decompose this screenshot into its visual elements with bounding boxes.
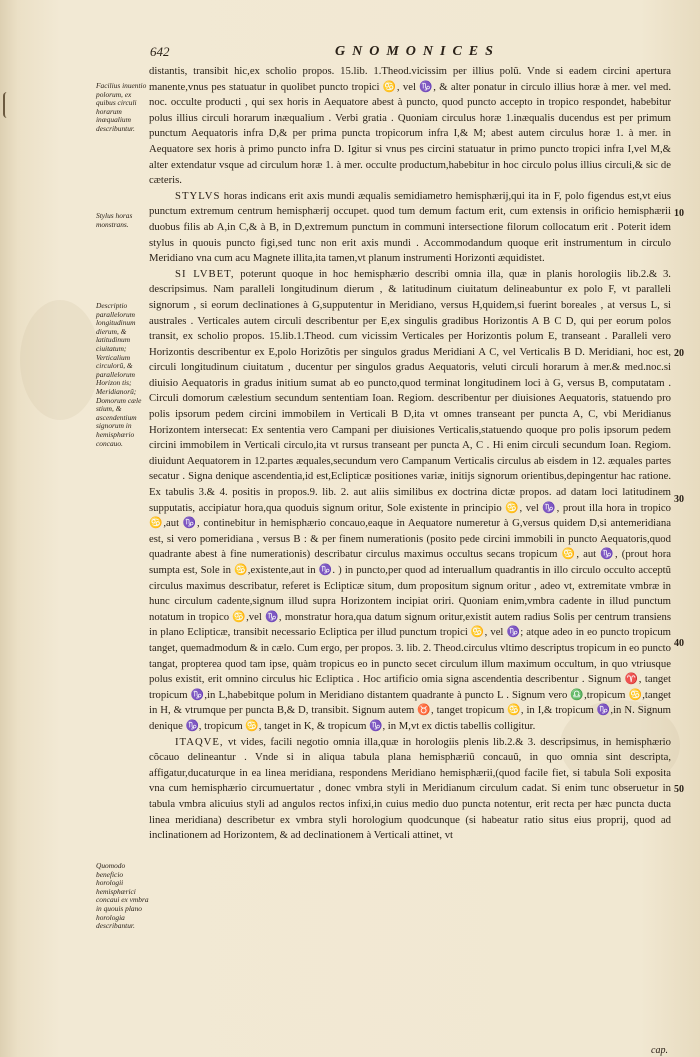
page-header bbox=[150, 44, 675, 62]
paper-stain bbox=[20, 300, 100, 420]
page-number: 642 bbox=[150, 44, 170, 59]
margin-note-4: Quomodo beneficio horologii hemisphærici concaui ex vmbra in quouis plano horologia describantur. bbox=[96, 861, 149, 931]
paragraph-2 bbox=[149, 189, 671, 267]
paragraph-text: poterunt quoque in hoc hemisphærio describi omnia illa, quæ in planis horologiis lib.2.& 3. descripsimus. Nam paralleli longitudinum dierum , & latitudinum ciuitatum delineabuntur ex polo F, vt paralleli signorum , si eorum declinationes à G,supputentur in Meridiano, versus H,quidem,si fuerint boreales , at versus L, si australes . Verticales autem circuli describentur per E,ex singulis gradibus Horizontis A B C D, qui per eorum polos transit, ex scholio propos. 15.lib.1.Theod. cum vicissim Verticales per Horizontis polum E, transeant . Paralleli vero Horizontis describentur ex E,polo Horizõtis per singulos gradus Meridiani A C, vel Verticalis B D. Meridiani, hoc est, circuli longitudinum ciuitatum , ducentur per singulos gradus Aequatoris, veluti circuli horarum à mer.& med.noc.si diuisio Aequatoris in gradus initium sumat ab eo puncto,quod terminat longitudinem loci à G, versus B, computatam . Circuli domorum cælestium secundum sententiam Ioan. Regiom. describentur per diuisiones Aequatoris, statuendo pro polis ipsorum pedem circini immobilem in Verticali B D,ita vt omnes transeant per puncta A, C, vbi Meridianus Horizontem intersecat: Ex sententia vero Campani per diuisiones Verticalis,statuendo quoque pro polis ipsorum pedem circini immobilem in Verticali circulo,ita vt rursus transeant per puncta A, C . Hi enim circuli secundum Ioan. Regiom. diuidunt Aequatorem in 12.partes æquales,secundum vero Campanum Verticalis circulus ab eisdem in 12. æquales partes secatur . Signa denique ascendentia,id est,Eclipticæ positiones variæ, initijs signorum orientibus,depingentur hac ratione. Ex tabulis 3.& 4. positis in propos.9. lib. 2. aut aliis similibus ex doctrina dictæ propos. ad datam loci latitudinem supputatis, accipiatur hora,qua quoduis signum oritur, Sole existente in principio ♋, vel ♑, prout illa hora in tropico ♋,aut ♑, continebitur in hemisphærio concauo,eaque in Aequatore numeretur à G,versus quidem D,si antemeridiana est, si vero pomeridiana , versus B : & per finem numerationis (posito pede circini immobili in puncto Aequatoris,quod quadrante abest à fine numerationis) describatur circulus maximus occultus secans tropicum ♋, aut ♑, (prout hora sumpta est, Sole in ♋,existente,aut in ♑. ) in puncto,per quod ad interuallum quadrantis in illo circulo occulto acceptũ circulus maximus describatur, referet is Eclipticæ situm, dum propositum signum oritur , adeo vt, extremitate vmbræ in hunc circulum cadente,signum illud supra Horizontem incipiat oriri. Quoniam enim,vmbra cadente in illud punctum notatum in tropico ♋,vel ♑, monstratur hora,qua datum signum oritur,existit autem radius Solis per centrum transiens in plano Eclipticæ, transibit necessario Ecliptica per illud punctum tropici ♋, vel ♑; atque adeo in eo puncto tropicum tanget, quemadmodum & in cælo. Cum ergo, per propos. 3. lib. 2. Theod.circulus vltimo descriptus tropicum in eo puncto tangat, propterea quod tam ipse, quàm tropicus eo in puncto secet circulum illum maximum occultum, in quo vtriusque polus existit, erit omnino circulus hic Ecliptica . Hoc artificio omia signa ascendentia describentur . Signum ♈, tanget tropicum ♑,in L,habebitque polum in Meridiano distantem quadrante à puncto L . Signum vero ♎,tropicum ♋,tanget in H, & vtrumque per puncta B,& D, transibit. Signum autem ♉, tanget tropicum ♋, in I,& tropicum ♑,in N. Signum denique ♑, tropicum ♋, tanget in K, & tropicum ♑, in M,vt ex dictis tabellis colligitur. bbox=[149, 267, 671, 732]
line-number-30: 30 bbox=[674, 494, 684, 505]
catchword: cap. bbox=[651, 1045, 668, 1056]
paragraph-text: horas indicans erit axis mundi æqualis semidiametro hemisphærij,qui ita in F, polo figendus est,vt eius punctum extremum centrum hemisphærij occupet. quod tum demum factum erit, cum extensis in orificio hemisphærii duobus filis ab A,in C,& à B, in D,extremum punctum in communi intersectione filorum collocatum erit . Poterit idem stylus in quouis puncto figi,sed tunc non erit axis mundi . Accommodandum quoque erit instrumentum in circulo Meridiano vna cum acu Magnete illita,ita tamen,vt planum instrumenti Horizonti æquidistet. bbox=[149, 189, 671, 265]
line-number-40: 40 bbox=[674, 638, 684, 649]
paragraph-lead-word: SI LVBET, bbox=[175, 267, 235, 280]
paragraph-3 bbox=[149, 267, 671, 735]
binding-clip-mark bbox=[3, 92, 15, 118]
line-number-10: 10 bbox=[674, 208, 684, 219]
margin-note-2: Stylus horas monstrans. bbox=[96, 211, 133, 229]
margin-note-1: Facilius inuentio polorum, ex quibus circuli horarum inæqualium describuntur. bbox=[96, 81, 147, 133]
paragraph-4 bbox=[149, 735, 671, 844]
paragraph-lead-word: STYLVS bbox=[175, 189, 221, 202]
paragraph-1: distantis, transibit hic,ex scholio propos. 15.lib. 1.Theod.vicissim per illius polũ. Vnde si eadem circini apertura manente,vnus pes statuatur in quolibet puncto tropici ♋, vel ♑, & alter ponatur in circulo illius horæ à mer. vel med. noc. occulte producti , qui sex horis in Aequatore abest à puncto, quod puncto accepto in tropico respondet, habebitur polus illius circuli horarum inæqualium . Verbi gratia . Quoniam circulus horæ 1.inæqualis ducendus est per primum punctum Aequatoris infra D,& per prima puncta tropicorum infra I,& M; abest autem circulus horæ 1. à mer. in Aequatore sex horis à primo puncto infra D. Igitur si vnus pes circini statuatur in primo puncto tropici infra I,vel M,& alter extendatur vsque ad circulum horæ 1. à mer. occulte productum,habebitur in hoc circulo polus illius circuli,& sic de cæteris. bbox=[149, 65, 671, 187]
main-text-column bbox=[149, 64, 671, 844]
paragraph-text: vt vides, facili negotio omnia illa,quæ in horologiis plenis lib.2.& 3. descripsimus, in hemisphærio cõcauo delineantur . Vnde si in aliqua tabula plana hemisphæriũ concauũ, in quo omnia sint descripta, affigatur,ducaturque in ea linea meridiana, respondens Meridiano hemisphærii,(quod facile fiet, si tabula Soli exposita vna cum hemisphærio circumuertatur , donec vmbra styli in Meridianum circulum cadat. Si enim tunc obseruetur in tabula vmbra alicuius styli ad angulos rectos infixi,in cuius medio duo puncta notentur, erit recta per hæc puncta ducta linea meridiana) describetur ex vmbra styli horologium quodcunque (si habeatur ratio situs eius proprij, quod ad inclinationem ad Horizontem, & ad declinationem à Verticali attinet, vt bbox=[149, 735, 671, 842]
line-number-50: 50 bbox=[674, 784, 684, 795]
line-number-20: 20 bbox=[674, 348, 684, 359]
running-head: GNOMONICES bbox=[335, 44, 500, 59]
margin-note-3: Descriptio parallelorum longitudinum dierum, & latitudinum ciuitatum; Verticalium circulorũ, & parallelorum Horizon tis; Meridianorũ; Domorum cæle stium, & ascendentium signorum in hemisphærio concauo. bbox=[96, 301, 142, 448]
paragraph-lead-word: ITAQVE, bbox=[175, 735, 224, 748]
